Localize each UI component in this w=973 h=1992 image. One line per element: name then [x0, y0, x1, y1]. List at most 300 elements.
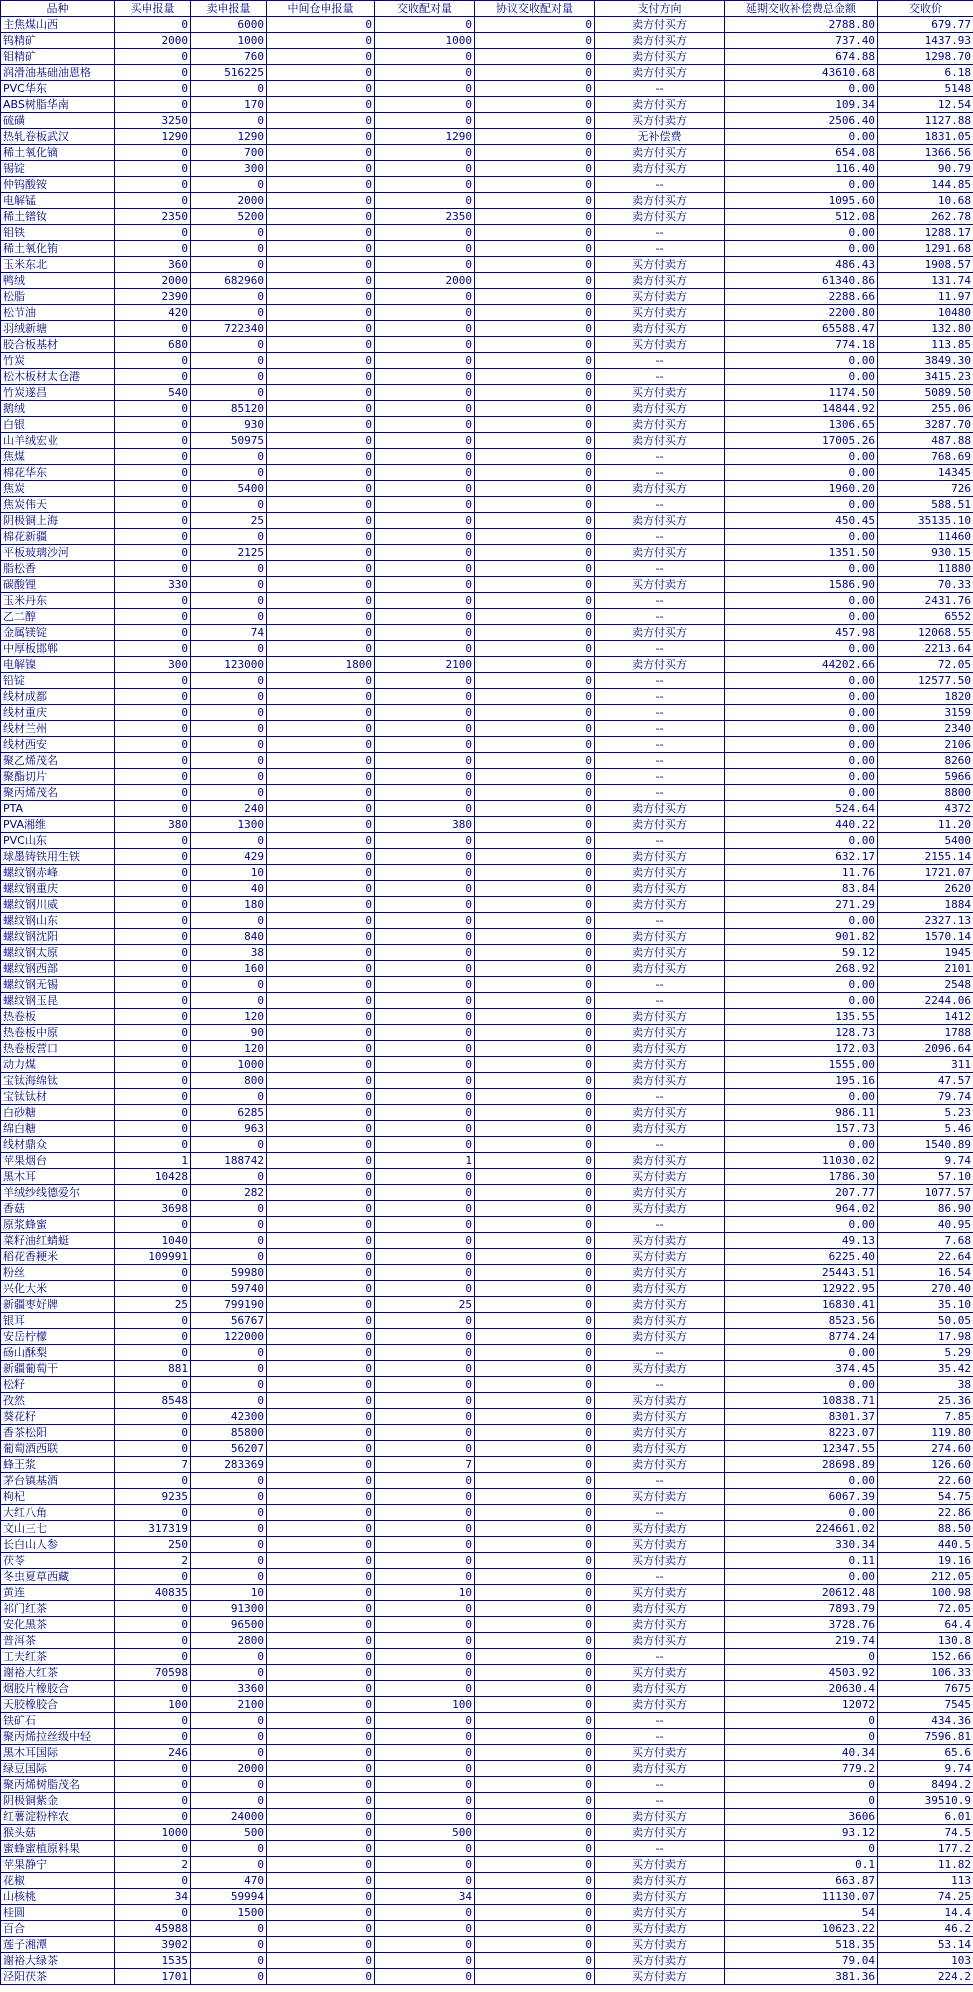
- agreement-match-qty-cell: 0: [475, 1777, 595, 1793]
- settlement-price-cell: 7545: [878, 1697, 973, 1713]
- agreement-match-qty-cell: 0: [475, 1521, 595, 1537]
- settlement-price-cell: 8260: [878, 753, 973, 769]
- sell-qty-cell: 0: [191, 1857, 267, 1873]
- match-qty-cell: 0: [375, 1201, 475, 1217]
- payment-direction-cell: 买方付卖方: [595, 385, 725, 401]
- agreement-match-qty-cell: 0: [475, 1649, 595, 1665]
- payment-direction-cell: 无补偿费: [595, 129, 725, 145]
- product-cell: 乙二醇: [1, 609, 115, 625]
- middle-warehouse-qty-cell: 0: [267, 1073, 375, 1089]
- match-qty-cell: 0: [375, 417, 475, 433]
- deferred-fee-cell: 1174.50: [725, 385, 878, 401]
- table-row: [1, 929, 973, 945]
- match-qty-cell: 0: [375, 1281, 475, 1297]
- middle-warehouse-qty-cell: 0: [267, 529, 375, 545]
- match-qty-cell: 0: [375, 1553, 475, 1569]
- table-row: [1, 737, 973, 753]
- table-row: [1, 1649, 973, 1665]
- buy-qty-cell: 300: [115, 657, 191, 673]
- buy-qty-cell: 0: [115, 1793, 191, 1809]
- middle-warehouse-qty-cell: 0: [267, 1697, 375, 1713]
- sell-qty-cell: 0: [191, 705, 267, 721]
- product-cell: 花椒: [1, 1873, 115, 1889]
- middle-warehouse-qty-cell: 0: [267, 145, 375, 161]
- middle-warehouse-qty-cell: 0: [267, 17, 375, 33]
- table-row: [1, 1249, 973, 1265]
- match-qty-cell: 0: [375, 1921, 475, 1937]
- table-row: [1, 689, 973, 705]
- middle-warehouse-qty-cell: 0: [267, 1361, 375, 1377]
- payment-direction-cell: 卖方付买方: [595, 65, 725, 81]
- agreement-match-qty-cell: 0: [475, 545, 595, 561]
- middle-warehouse-qty-cell: 0: [267, 721, 375, 737]
- table-row: [1, 1041, 973, 1057]
- agreement-match-qty-cell: 0: [475, 641, 595, 657]
- match-qty-cell: 100: [375, 1697, 475, 1713]
- buy-qty-cell: 0: [115, 1633, 191, 1649]
- table-row: [1, 1841, 973, 1857]
- deferred-fee-cell: 0.00: [725, 721, 878, 737]
- buy-qty-cell: 2: [115, 1857, 191, 1873]
- payment-direction-cell: 买方付卖方: [595, 1393, 725, 1409]
- buy-qty-cell: 0: [115, 1473, 191, 1489]
- middle-warehouse-qty-cell: 0: [267, 1809, 375, 1825]
- product-cell: 碳酸锂: [1, 577, 115, 593]
- agreement-match-qty-cell: 0: [475, 449, 595, 465]
- middle-warehouse-qty-cell: 0: [267, 1393, 375, 1409]
- agreement-match-qty-cell: 0: [475, 1025, 595, 1041]
- payment-direction-cell: 卖方付买方: [595, 545, 725, 561]
- match-qty-cell: 500: [375, 1825, 475, 1841]
- deferred-fee-cell: 512.08: [725, 209, 878, 225]
- sell-qty-cell: 6285: [191, 1105, 267, 1121]
- match-qty-cell: 0: [375, 1713, 475, 1729]
- buy-qty-cell: 0: [115, 1057, 191, 1073]
- middle-warehouse-qty-cell: 0: [267, 545, 375, 561]
- deferred-fee-cell: 0.00: [725, 529, 878, 545]
- payment-direction-cell: 卖方付买方: [595, 801, 725, 817]
- buy-qty-cell: 0: [115, 705, 191, 721]
- agreement-match-qty-cell: 0: [475, 1441, 595, 1457]
- middle-warehouse-qty-cell: 0: [267, 1825, 375, 1841]
- deferred-fee-cell: 632.17: [725, 849, 878, 865]
- agreement-match-qty-cell: 0: [475, 1713, 595, 1729]
- sell-qty-cell: 50975: [191, 433, 267, 449]
- agreement-match-qty-cell: 0: [475, 833, 595, 849]
- deferred-fee-cell: 224661.02: [725, 1521, 878, 1537]
- agreement-match-qty-cell: 0: [475, 721, 595, 737]
- table-row: [1, 1681, 973, 1697]
- deferred-fee-cell: 330.34: [725, 1537, 878, 1553]
- deferred-fee-cell: 0.00: [725, 769, 878, 785]
- buy-qty-cell: 0: [115, 897, 191, 913]
- sell-qty-cell: 120: [191, 1041, 267, 1057]
- match-qty-cell: 0: [375, 1425, 475, 1441]
- deferred-fee-cell: 518.35: [725, 1937, 878, 1953]
- buy-qty-cell: 0: [115, 1681, 191, 1697]
- buy-qty-cell: 9235: [115, 1489, 191, 1505]
- header-deferred-fee-total: 延期交收补偿费总金额: [725, 1, 878, 17]
- buy-qty-cell: 0: [115, 673, 191, 689]
- settlement-price-cell: 144.85: [878, 177, 973, 193]
- settlement-price-cell: 74.25: [878, 1889, 973, 1905]
- deferred-fee-cell: 0: [725, 1793, 878, 1809]
- sell-qty-cell: 0: [191, 337, 267, 353]
- deferred-fee-cell: 0.00: [725, 241, 878, 257]
- table-row: [1, 65, 973, 81]
- agreement-match-qty-cell: 0: [475, 1969, 595, 1985]
- deferred-fee-cell: 0.00: [725, 1217, 878, 1233]
- deferred-fee-cell: 1555.00: [725, 1057, 878, 1073]
- payment-direction-cell: --: [595, 1505, 725, 1521]
- agreement-match-qty-cell: 0: [475, 1041, 595, 1057]
- sell-qty-cell: 0: [191, 1553, 267, 1569]
- match-qty-cell: 0: [375, 1137, 475, 1153]
- product-cell: 桂圆: [1, 1905, 115, 1921]
- match-qty-cell: 0: [375, 1905, 475, 1921]
- middle-warehouse-qty-cell: 0: [267, 49, 375, 65]
- settlement-price-cell: 2327.13: [878, 913, 973, 929]
- agreement-match-qty-cell: 0: [475, 1873, 595, 1889]
- middle-warehouse-qty-cell: 0: [267, 625, 375, 641]
- product-cell: 棉花华东: [1, 465, 115, 481]
- buy-qty-cell: 0: [115, 545, 191, 561]
- product-cell: 铅锭: [1, 673, 115, 689]
- product-cell: 棉花新疆: [1, 529, 115, 545]
- settlement-price-cell: 588.51: [878, 497, 973, 513]
- match-qty-cell: 0: [375, 513, 475, 529]
- middle-warehouse-qty-cell: 0: [267, 961, 375, 977]
- sell-qty-cell: 0: [191, 241, 267, 257]
- product-cell: 黄连: [1, 1585, 115, 1601]
- settlement-price-cell: 11880: [878, 561, 973, 577]
- buy-qty-cell: 0: [115, 1905, 191, 1921]
- sell-qty-cell: 0: [191, 81, 267, 97]
- agreement-match-qty-cell: 0: [475, 209, 595, 225]
- match-qty-cell: 2100: [375, 657, 475, 673]
- sell-qty-cell: 0: [191, 529, 267, 545]
- payment-direction-cell: 卖方付买方: [595, 1889, 725, 1905]
- deferred-fee-cell: 0.00: [725, 225, 878, 241]
- product-cell: 线材鼎众: [1, 1137, 115, 1153]
- payment-direction-cell: --: [595, 449, 725, 465]
- buy-qty-cell: 0: [115, 417, 191, 433]
- product-cell: 松木板材太仓港: [1, 369, 115, 385]
- deferred-fee-cell: 1786.30: [725, 1169, 878, 1185]
- sell-qty-cell: 516225: [191, 65, 267, 81]
- middle-warehouse-qty-cell: 0: [267, 1729, 375, 1745]
- sell-qty-cell: 59994: [191, 1889, 267, 1905]
- agreement-match-qty-cell: 0: [475, 417, 595, 433]
- agreement-match-qty-cell: 0: [475, 385, 595, 401]
- deferred-fee-cell: 1586.90: [725, 577, 878, 593]
- settlement-price-cell: 65.6: [878, 1745, 973, 1761]
- payment-direction-cell: 买方付卖方: [595, 337, 725, 353]
- sell-qty-cell: 0: [191, 1569, 267, 1585]
- product-cell: 百合: [1, 1921, 115, 1937]
- settlement-price-cell: 2096.64: [878, 1041, 973, 1057]
- sell-qty-cell: 10: [191, 865, 267, 881]
- product-cell: 脂松香: [1, 561, 115, 577]
- product-cell: 新疆枣好牌: [1, 1297, 115, 1313]
- table-row: [1, 1185, 973, 1201]
- middle-warehouse-qty-cell: 0: [267, 1121, 375, 1137]
- agreement-match-qty-cell: 0: [475, 881, 595, 897]
- buy-qty-cell: 0: [115, 1217, 191, 1233]
- payment-direction-cell: --: [595, 705, 725, 721]
- agreement-match-qty-cell: 0: [475, 241, 595, 257]
- product-cell: 螺纹钢沈阳: [1, 929, 115, 945]
- product-cell: 羽绒新塘: [1, 321, 115, 337]
- settlement-price-cell: 274.60: [878, 1441, 973, 1457]
- product-cell: 香茶松阳: [1, 1425, 115, 1441]
- buy-qty-cell: 0: [115, 977, 191, 993]
- settlement-price-cell: 1437.93: [878, 33, 973, 49]
- header-middle-warehouse-qty: 中间仓申报量: [267, 1, 375, 17]
- payment-direction-cell: --: [595, 1473, 725, 1489]
- product-cell: 红薯淀粉梓农: [1, 1809, 115, 1825]
- middle-warehouse-qty-cell: 0: [267, 785, 375, 801]
- buy-qty-cell: 1: [115, 1153, 191, 1169]
- middle-warehouse-qty-cell: 0: [267, 897, 375, 913]
- table-row: [1, 529, 973, 545]
- middle-warehouse-qty-cell: 0: [267, 1329, 375, 1345]
- buy-qty-cell: 0: [115, 1345, 191, 1361]
- middle-warehouse-qty-cell: 0: [267, 929, 375, 945]
- buy-qty-cell: 70598: [115, 1665, 191, 1681]
- agreement-match-qty-cell: 0: [475, 753, 595, 769]
- deferred-fee-cell: 1306.65: [725, 417, 878, 433]
- sell-qty-cell: 0: [191, 1521, 267, 1537]
- table-row: [1, 625, 973, 641]
- settlement-price-cell: 106.33: [878, 1665, 973, 1681]
- payment-direction-cell: 卖方付买方: [595, 417, 725, 433]
- middle-warehouse-qty-cell: 0: [267, 1153, 375, 1169]
- agreement-match-qty-cell: 0: [475, 1905, 595, 1921]
- match-qty-cell: 0: [375, 1873, 475, 1889]
- settlement-price-cell: 3849.30: [878, 353, 973, 369]
- product-cell: 谢裕大红茶: [1, 1665, 115, 1681]
- sell-qty-cell: 1300: [191, 817, 267, 833]
- buy-qty-cell: 0: [115, 1009, 191, 1025]
- product-cell: 铁矿石: [1, 1713, 115, 1729]
- match-qty-cell: 0: [375, 801, 475, 817]
- agreement-match-qty-cell: 0: [475, 993, 595, 1009]
- agreement-match-qty-cell: 0: [475, 193, 595, 209]
- table-row: [1, 225, 973, 241]
- table-row: [1, 465, 973, 481]
- settlement-price-cell: 1908.57: [878, 257, 973, 273]
- product-cell: 安化黑茶: [1, 1617, 115, 1633]
- product-cell: PVC山东: [1, 833, 115, 849]
- settlement-price-cell: 1721.07: [878, 865, 973, 881]
- settlement-price-cell: 6552: [878, 609, 973, 625]
- settlement-price-cell: 88.50: [878, 1521, 973, 1537]
- sell-qty-cell: 0: [191, 225, 267, 241]
- payment-direction-cell: --: [595, 1345, 725, 1361]
- table-row: [1, 1217, 973, 1233]
- match-qty-cell: 0: [375, 1473, 475, 1489]
- middle-warehouse-qty-cell: 1800: [267, 657, 375, 673]
- payment-direction-cell: 卖方付买方: [595, 849, 725, 865]
- buy-qty-cell: 0: [115, 641, 191, 657]
- table-row: [1, 1553, 973, 1569]
- product-cell: 文山三七: [1, 1521, 115, 1537]
- payment-direction-cell: --: [595, 769, 725, 785]
- product-cell: 聚乙烯茂名: [1, 753, 115, 769]
- middle-warehouse-qty-cell: 0: [267, 481, 375, 497]
- product-cell: 工夫红茶: [1, 1649, 115, 1665]
- settlement-price-cell: 1788: [878, 1025, 973, 1041]
- agreement-match-qty-cell: 0: [475, 1473, 595, 1489]
- product-cell: 阴极铜上海: [1, 513, 115, 529]
- sell-qty-cell: 0: [191, 1505, 267, 1521]
- settlement-price-cell: 487.88: [878, 433, 973, 449]
- sell-qty-cell: 0: [191, 1137, 267, 1153]
- settlement-price-cell: 212.05: [878, 1569, 973, 1585]
- agreement-match-qty-cell: 0: [475, 81, 595, 97]
- buy-qty-cell: 0: [115, 849, 191, 865]
- buy-qty-cell: 3250: [115, 113, 191, 129]
- match-qty-cell: 0: [375, 465, 475, 481]
- match-qty-cell: 0: [375, 257, 475, 273]
- product-cell: 黑木耳国际: [1, 1745, 115, 1761]
- buy-qty-cell: 0: [115, 593, 191, 609]
- middle-warehouse-qty-cell: 0: [267, 1009, 375, 1025]
- agreement-match-qty-cell: 0: [475, 1761, 595, 1777]
- settlement-price-cell: 2340: [878, 721, 973, 737]
- deferred-fee-cell: 964.02: [725, 1201, 878, 1217]
- table-row: [1, 1569, 973, 1585]
- product-cell: 绿豆国际: [1, 1761, 115, 1777]
- table-row: [1, 705, 973, 721]
- middle-warehouse-qty-cell: 0: [267, 257, 375, 273]
- sell-qty-cell: 500: [191, 1825, 267, 1841]
- settlement-price-cell: 86.90: [878, 1201, 973, 1217]
- settlement-price-cell: 9.74: [878, 1761, 973, 1777]
- deferred-fee-cell: 0.00: [725, 833, 878, 849]
- deferred-fee-cell: 663.87: [725, 1873, 878, 1889]
- agreement-match-qty-cell: 0: [475, 785, 595, 801]
- match-qty-cell: 0: [375, 1809, 475, 1825]
- sell-qty-cell: 0: [191, 1969, 267, 1985]
- product-cell: 金属镁锭: [1, 625, 115, 641]
- payment-direction-cell: --: [595, 81, 725, 97]
- payment-direction-cell: 卖方付买方: [595, 193, 725, 209]
- table-row: [1, 417, 973, 433]
- product-cell: 蜜蜂蜜植原料果: [1, 1841, 115, 1857]
- buy-qty-cell: 0: [115, 321, 191, 337]
- buy-qty-cell: 330: [115, 577, 191, 593]
- middle-warehouse-qty-cell: 0: [267, 1761, 375, 1777]
- match-qty-cell: 0: [375, 193, 475, 209]
- sell-qty-cell: 240: [191, 801, 267, 817]
- payment-direction-cell: --: [595, 785, 725, 801]
- buy-qty-cell: 8548: [115, 1393, 191, 1409]
- buy-qty-cell: 0: [115, 1121, 191, 1137]
- settlement-price-cell: 255.06: [878, 401, 973, 417]
- middle-warehouse-qty-cell: 0: [267, 353, 375, 369]
- settlement-price-cell: 440.5: [878, 1537, 973, 1553]
- match-qty-cell: 0: [375, 433, 475, 449]
- payment-direction-cell: 卖方付买方: [595, 1281, 725, 1297]
- middle-warehouse-qty-cell: 0: [267, 801, 375, 817]
- settlement-price-cell: 726: [878, 481, 973, 497]
- deferred-fee-cell: 28698.89: [725, 1457, 878, 1473]
- match-qty-cell: 0: [375, 833, 475, 849]
- settlement-price-cell: 74.5: [878, 1825, 973, 1841]
- settlement-price-cell: 11460: [878, 529, 973, 545]
- buy-qty-cell: 0: [115, 17, 191, 33]
- match-qty-cell: 0: [375, 529, 475, 545]
- match-qty-cell: 0: [375, 97, 475, 113]
- settlement-price-cell: 126.60: [878, 1457, 973, 1473]
- settlement-price-cell: 7.68: [878, 1233, 973, 1249]
- middle-warehouse-qty-cell: 0: [267, 1537, 375, 1553]
- agreement-match-qty-cell: 0: [475, 689, 595, 705]
- payment-direction-cell: --: [595, 721, 725, 737]
- agreement-match-qty-cell: 0: [475, 401, 595, 417]
- sell-qty-cell: 0: [191, 1937, 267, 1953]
- match-qty-cell: 0: [375, 1841, 475, 1857]
- agreement-match-qty-cell: 0: [475, 305, 595, 321]
- payment-direction-cell: --: [595, 1217, 725, 1233]
- product-cell: 线材兰州: [1, 721, 115, 737]
- payment-direction-cell: 卖方付买方: [595, 433, 725, 449]
- product-cell: 焦煤: [1, 449, 115, 465]
- settlement-price-cell: 270.40: [878, 1281, 973, 1297]
- buy-qty-cell: 0: [115, 993, 191, 1009]
- deferred-fee-cell: 2788.80: [725, 17, 878, 33]
- product-cell: 胶合板基材: [1, 337, 115, 353]
- buy-qty-cell: 45988: [115, 1921, 191, 1937]
- agreement-match-qty-cell: 0: [475, 1585, 595, 1601]
- sell-qty-cell: 799190: [191, 1297, 267, 1313]
- payment-direction-cell: 卖方付买方: [595, 929, 725, 945]
- payment-direction-cell: 卖方付买方: [595, 945, 725, 961]
- payment-direction-cell: --: [595, 1729, 725, 1745]
- table-row: [1, 1793, 973, 1809]
- deferred-fee-cell: 116.40: [725, 161, 878, 177]
- deferred-fee-cell: 0.00: [725, 1137, 878, 1153]
- deferred-fee-cell: 12347.55: [725, 1441, 878, 1457]
- settlement-price-cell: 57.10: [878, 1169, 973, 1185]
- match-qty-cell: 1: [375, 1153, 475, 1169]
- sell-qty-cell: 0: [191, 1537, 267, 1553]
- payment-direction-cell: --: [595, 241, 725, 257]
- payment-direction-cell: 卖方付买方: [595, 1185, 725, 1201]
- match-qty-cell: 0: [375, 1105, 475, 1121]
- buy-qty-cell: 0: [115, 929, 191, 945]
- buy-qty-cell: 0: [115, 1729, 191, 1745]
- table-row: [1, 481, 973, 497]
- match-qty-cell: 0: [375, 753, 475, 769]
- match-qty-cell: 0: [375, 977, 475, 993]
- payment-direction-cell: --: [595, 1649, 725, 1665]
- product-cell: 宝钛钛材: [1, 1089, 115, 1105]
- match-qty-cell: 0: [375, 289, 475, 305]
- table-row: [1, 321, 973, 337]
- agreement-match-qty-cell: 0: [475, 673, 595, 689]
- settlement-price-cell: 11.20: [878, 817, 973, 833]
- settlement-price-cell: 5089.50: [878, 385, 973, 401]
- deferred-fee-cell: 128.73: [725, 1025, 878, 1041]
- settlement-price-cell: 2548: [878, 977, 973, 993]
- payment-direction-cell: 卖方付买方: [595, 513, 725, 529]
- agreement-match-qty-cell: 0: [475, 801, 595, 817]
- buy-qty-cell: 0: [115, 1137, 191, 1153]
- deferred-fee-cell: 440.22: [725, 817, 878, 833]
